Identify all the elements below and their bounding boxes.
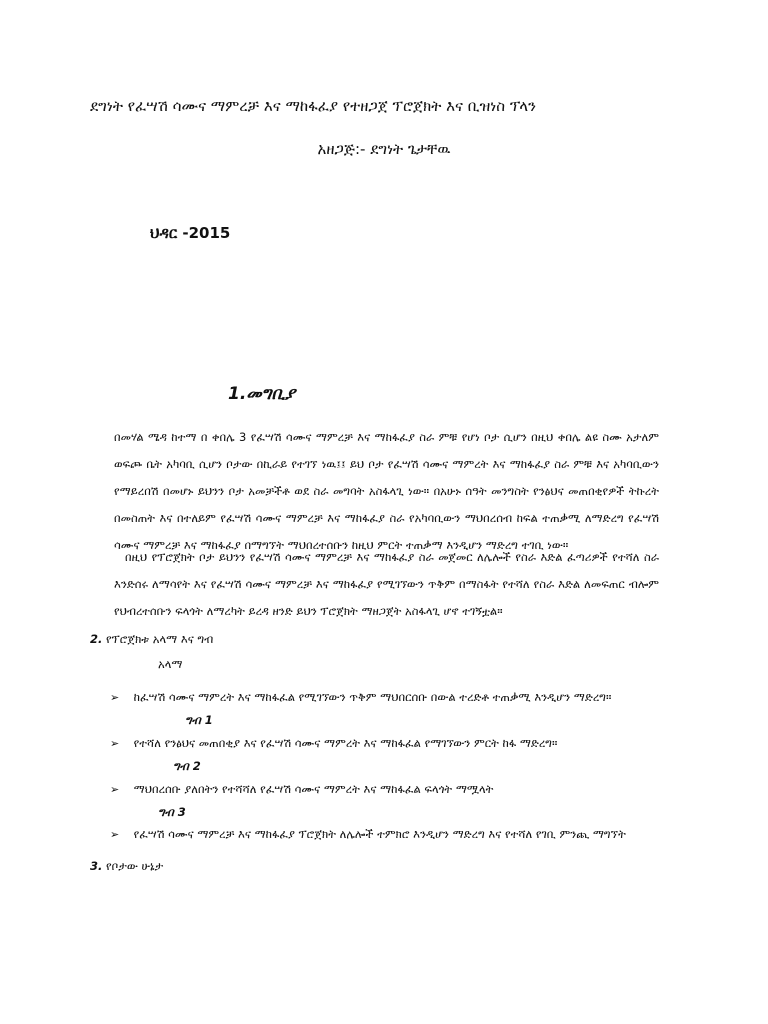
aim-item-text: ከፈሣሽ ሳሙና ማምረት እና ማከፋፈል የሚገኘውን ጥቅም ማህበርሰቡ በውል ተረድቶ ተጠቃሚ እንዲሆን ማድረግ። xyxy=(133,690,612,704)
goal-label-3: ግብ 3 xyxy=(158,805,186,819)
section-3-number: 3. xyxy=(90,859,103,873)
arrow-bullet-icon: ➢ xyxy=(110,691,120,704)
section-2-title: የፕሮጀክቱ አላማ እና ግብ xyxy=(106,632,214,646)
arrow-bullet-icon: ➢ xyxy=(110,737,120,750)
arrow-bullet-icon: ➢ xyxy=(110,828,120,841)
document-date: ህዳር -2015 xyxy=(150,224,231,242)
section-3-heading xyxy=(90,859,163,874)
section-3-title: የቦታው ሁኔታ xyxy=(106,859,164,873)
section-1-heading: 1.መግቢያ xyxy=(228,384,296,404)
document-title: ደግነት የፈሣሽ ሳሙና ማምረቻ እና ማከፋፈያ የተዘጋጀ ፕሮጀክት እና ቢዝነስ ፕላን xyxy=(90,97,536,115)
goal-item-3 xyxy=(110,827,626,842)
goal-label-1: ግብ 1 xyxy=(185,713,213,727)
goal-item-text: የፈሣሽ ሳሙና ማምረቻ እና ማከፋፈያ ፕሮጀክት ለሌሎች ተምክሮ እንዲሆን ማድረግ እና የተሻለ የገቢ ምንጪ ማግኘት xyxy=(133,827,626,841)
arrow-bullet-icon: ➢ xyxy=(110,783,120,796)
section-1-paragraph-1: በመሃል ሜዳ ከተማ በ ቀበሌ 3 የፈሣሽ ሳሙና ማምረቻ እና ማከፋፈያ ስራ ምቹ የሆነ ቦታ ሲሆን በዚህ ቀበሌ ልዩ ስሙ አታለም ወፍጮ ቤት አካባቢ ሲሆን ቦታው በኪራይ የተገኘ ነዉ፤፤ ይህ ቦታ የፈሣሽ ሳሙና ማምረት እና ማከፋፈያ ስራ ምቹ እና አካባቢውን የማይረበሽ በመሆኑ ይህንን ቦታ አመቻችቶ ወደ ስራ መግባት አስፋላጊ ነው። በአሁኑ ሰዓት መንግስት የንፅህና መጠበቂየዎች ትኩረት በመስጠት እና በተለይም የፈሣሽ ሳሙና ማምረቻ እና ማከፋፈያ ስራ የአካባቢውን ማህበረሰብ ከፍል ተጠቃሚ ለማድረግ የፈሣሽ ሳሙና ማምረቻ እና ማከፋፈያ በማግኘት ማህበረተሰቡን ከዚህ ምርት ተጠቃማ እንዲሆን ማድረግ ተገቢ ነው። xyxy=(114,430,659,552)
document-preparer: አዘጋጅ:- ደግነት ጌታቸዉ xyxy=(317,140,451,158)
goal-item-text: ማህበረሰቡ ያለበትን የተሻሻለ የፈሣሽ ሳሙና ማምረት እና ማከፋፈል ፍላጎት ማሟላት xyxy=(133,782,494,796)
goal-item-1 xyxy=(110,736,557,751)
section-1-paragraph-2: በዚህ የፕሮጀክት ቦታ ይህንን የፈሣሽ ሳሙና ማምረቻ እና ማከፋፈያ ስራ መጀመር ለሌሎች የስራ እድል ፈጣሪዎች የተሻለ ስራ እንድሰሩ ለማሳየት እና የፈሣሽ ሳሙና ማምረቻ እና ማከፋፈያ የሚገኘውን ጥቅም በማስፋት የተሻለ የስራ እድል ለመፍጠር ብሎም የህብረተሰቡን ፍላጎት ለማረካት ይረዳ ዘንድ ይህን ፕሮጀክት ማዘጋጀት አስፋላጊ ሆኖ ተገኝቷል። xyxy=(114,550,659,618)
goal-item-2 xyxy=(110,782,493,797)
goal-item-text: የተሻለ የንፅህና መጠበቂያ እና የፈሣሽ ሳሙና ማምረት እና ማከፋፈል የማገኘውን ምርት ከፋ ማድረግ። xyxy=(133,736,558,750)
aim-label: አላማ xyxy=(158,657,183,671)
aim-item-1 xyxy=(110,690,611,705)
section-2-number: 2. xyxy=(90,632,103,646)
section-2-heading xyxy=(90,632,213,647)
goal-label-2: ግብ 2 xyxy=(173,759,201,773)
